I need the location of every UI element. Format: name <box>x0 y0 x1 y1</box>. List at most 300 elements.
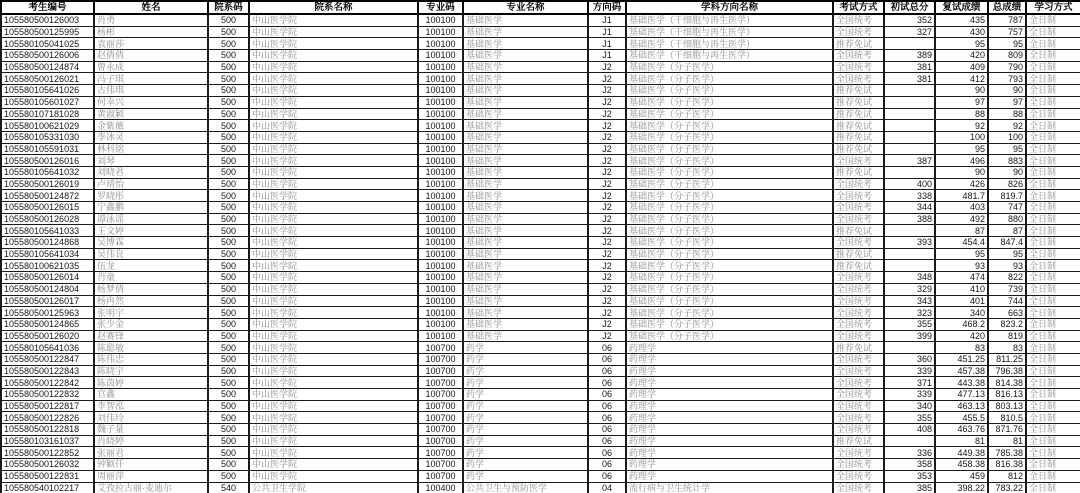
cell-direction-code: J2 <box>588 143 626 155</box>
cell-study-mode: 全日制 <box>1026 365 1080 377</box>
cell-dept-code: 500 <box>208 400 249 412</box>
cell-major-name: 基础医学 <box>463 283 588 295</box>
cell-initial-score: 355 <box>884 318 935 330</box>
cell-dept-name: 中山医学院 <box>249 342 418 354</box>
cell-direction-code: 06 <box>588 353 626 365</box>
cell-initial-score: 400 <box>884 178 935 190</box>
cell-major-name: 基础医学 <box>463 85 588 97</box>
cell-study-mode: 全日制 <box>1026 213 1080 225</box>
cell-direction-code: 06 <box>588 470 626 482</box>
cell-direction-name: 基础医学（分子医学） <box>626 178 833 190</box>
cell-name: 周丽萍 <box>94 470 208 482</box>
cell-candidate-id: 105580540102217 <box>1 482 94 493</box>
cell-exam-type: 全国统考 <box>833 353 884 365</box>
cell-major-name: 基础医学 <box>463 190 588 202</box>
cell-candidate-id: 105580500122847 <box>1 353 94 365</box>
cell-study-mode: 全日制 <box>1026 190 1080 202</box>
table-row <box>1 283 1080 295</box>
cell-name: 李冰灵 <box>94 131 208 143</box>
cell-name: 袁丽莎 <box>94 38 208 50</box>
cell-retest-score: 100 <box>935 131 988 143</box>
cell-direction-code: 04 <box>588 482 626 493</box>
cell-study-mode: 全日制 <box>1026 26 1080 38</box>
cell-exam-type: 推荐免试 <box>833 166 884 178</box>
cell-major-code: 100100 <box>418 260 463 272</box>
cell-exam-type: 全国统考 <box>833 178 884 190</box>
cell-retest-score: 92 <box>935 120 988 132</box>
table-row <box>1 50 1080 62</box>
cell-initial-score: 338 <box>884 190 935 202</box>
cell-direction-code: J2 <box>588 131 626 143</box>
column-header-dept-code: 院系码 <box>208 1 249 14</box>
cell-exam-type: 推荐免试 <box>833 248 884 260</box>
cell-initial-score: 339 <box>884 389 935 401</box>
cell-name: 杨梦倩 <box>94 283 208 295</box>
cell-retest-score: 88 <box>935 108 988 120</box>
cell-major-code: 100700 <box>418 447 463 459</box>
cell-study-mode: 全日制 <box>1026 482 1080 493</box>
cell-major-name: 基础医学 <box>463 237 588 249</box>
cell-retest-score: 97 <box>935 96 988 108</box>
cell-candidate-id: 105580500124804 <box>1 283 94 295</box>
column-header-total-score: 总成绩 <box>988 1 1026 14</box>
cell-dept-code: 500 <box>208 190 249 202</box>
cell-dept-name: 中山医学院 <box>249 400 418 412</box>
cell-direction-code: J2 <box>588 260 626 272</box>
cell-initial-score <box>884 38 935 50</box>
cell-total-score: 810.5 <box>988 412 1026 424</box>
cell-dept-code: 500 <box>208 283 249 295</box>
cell-candidate-id: 105580500126019 <box>1 178 94 190</box>
cell-study-mode: 全日制 <box>1026 248 1080 260</box>
cell-total-score: 823.2 <box>988 318 1026 330</box>
cell-total-score: 883 <box>988 155 1026 167</box>
cell-major-name: 药学 <box>463 424 588 436</box>
cell-direction-name: 药理学 <box>626 400 833 412</box>
cell-major-name: 基础医学 <box>463 330 588 342</box>
table-row <box>1 26 1080 38</box>
table-row <box>1 353 1080 365</box>
cell-retest-score: 95 <box>935 248 988 260</box>
cell-major-code: 100100 <box>418 213 463 225</box>
table-row <box>1 482 1080 493</box>
cell-initial-score: 399 <box>884 330 935 342</box>
cell-total-score: 88 <box>988 108 1026 120</box>
cell-major-name: 基础医学 <box>463 202 588 214</box>
cell-major-name: 基础医学 <box>463 108 588 120</box>
cell-retest-score: 468.2 <box>935 318 988 330</box>
cell-exam-type: 全国统考 <box>833 283 884 295</box>
cell-study-mode: 全日制 <box>1026 435 1080 447</box>
cell-total-score: 880 <box>988 213 1026 225</box>
cell-total-score: 663 <box>988 307 1026 319</box>
cell-total-score: 747 <box>988 202 1026 214</box>
cell-direction-code: J2 <box>588 225 626 237</box>
cell-direction-code: J2 <box>588 61 626 73</box>
cell-candidate-id: 105580500126006 <box>1 50 94 62</box>
cell-candidate-id: 105580500122832 <box>1 389 94 401</box>
header-row <box>1 1 1080 14</box>
cell-study-mode: 全日制 <box>1026 424 1080 436</box>
cell-candidate-id: 105580105641033 <box>1 225 94 237</box>
cell-study-mode: 全日制 <box>1026 377 1080 389</box>
cell-dept-name: 中山医学院 <box>249 272 418 284</box>
cell-study-mode: 全日制 <box>1026 50 1080 62</box>
cell-dept-code: 500 <box>208 412 249 424</box>
cell-total-score: 783.22 <box>988 482 1026 493</box>
cell-retest-score: 420 <box>935 330 988 342</box>
cell-total-score: 95 <box>988 248 1026 260</box>
cell-name: 曾永成 <box>94 61 208 73</box>
cell-exam-type: 全国统考 <box>833 482 884 493</box>
cell-initial-score: 355 <box>884 412 935 424</box>
cell-dept-name: 中山医学院 <box>249 470 418 482</box>
cell-direction-name: 基础医学（分子医学） <box>626 260 833 272</box>
cell-study-mode: 全日制 <box>1026 155 1080 167</box>
cell-candidate-id: 105580500126015 <box>1 202 94 214</box>
cell-retest-score: 83 <box>935 342 988 354</box>
cell-direction-code: J2 <box>588 85 626 97</box>
cell-major-code: 100100 <box>418 120 463 132</box>
cell-initial-score: 353 <box>884 470 935 482</box>
table-row <box>1 237 1080 249</box>
cell-total-score: 847.4 <box>988 237 1026 249</box>
cell-major-name: 药学 <box>463 365 588 377</box>
cell-exam-type: 全国统考 <box>833 237 884 249</box>
cell-name: 吴伟良 <box>94 248 208 260</box>
cell-name: 赵倩倩 <box>94 50 208 62</box>
cell-study-mode: 全日制 <box>1026 295 1080 307</box>
cell-initial-score <box>884 85 935 97</box>
cell-dept-name: 中山医学院 <box>249 424 418 436</box>
cell-direction-name: 基础医学（干细胞与再生医学） <box>626 38 833 50</box>
cell-total-score: 812 <box>988 470 1026 482</box>
cell-study-mode: 全日制 <box>1026 131 1080 143</box>
cell-name: 罗晓彤 <box>94 190 208 202</box>
cell-direction-name: 基础医学（分子医学） <box>626 131 833 143</box>
cell-dept-name: 中山医学院 <box>249 365 418 377</box>
cell-exam-type: 全国统考 <box>833 61 884 73</box>
cell-direction-name: 基础医学（分子医学） <box>626 283 833 295</box>
cell-dept-code: 500 <box>208 225 249 237</box>
cell-direction-name: 基础医学（分子医学） <box>626 213 833 225</box>
cell-exam-type: 全国统考 <box>833 330 884 342</box>
column-header-major-name: 专业名称 <box>463 1 588 14</box>
table-row <box>1 14 1080 26</box>
cell-name: 肖勇 <box>94 14 208 26</box>
cell-dept-name: 中山医学院 <box>249 190 418 202</box>
cell-exam-type: 全国统考 <box>833 389 884 401</box>
cell-candidate-id: 105580105641032 <box>1 166 94 178</box>
cell-dept-name: 中山医学院 <box>249 225 418 237</box>
cell-exam-type: 全国统考 <box>833 190 884 202</box>
cell-total-score: 811.25 <box>988 353 1026 365</box>
cell-name: 伍龙 <box>94 260 208 272</box>
cell-exam-type: 全国统考 <box>833 400 884 412</box>
column-header-dept-name: 院系名称 <box>249 1 418 14</box>
cell-initial-score: 358 <box>884 459 935 471</box>
cell-dept-name: 中山医学院 <box>249 377 418 389</box>
table-row <box>1 178 1080 190</box>
cell-name: 张少金 <box>94 318 208 330</box>
cell-retest-score: 455.5 <box>935 412 988 424</box>
cell-study-mode: 全日制 <box>1026 237 1080 249</box>
cell-total-score: 826 <box>988 178 1026 190</box>
table-row <box>1 120 1080 132</box>
cell-direction-name: 药理学 <box>626 353 833 365</box>
cell-candidate-id: 105580500126032 <box>1 459 94 471</box>
cell-total-score: 822 <box>988 272 1026 284</box>
cell-direction-code: J2 <box>588 307 626 319</box>
cell-major-code: 100100 <box>418 50 463 62</box>
cell-dept-name: 中山医学院 <box>249 307 418 319</box>
cell-exam-type: 推荐免试 <box>833 225 884 237</box>
cell-exam-type: 全国统考 <box>833 295 884 307</box>
cell-direction-name: 基础医学（分子医学） <box>626 330 833 342</box>
cell-retest-score: 463.13 <box>935 400 988 412</box>
cell-exam-type: 全国统考 <box>833 365 884 377</box>
cell-direction-name: 基础医学（分子医学） <box>626 155 833 167</box>
cell-exam-type: 推荐免试 <box>833 131 884 143</box>
cell-dept-code: 500 <box>208 131 249 143</box>
cell-exam-type: 推荐免试 <box>833 85 884 97</box>
cell-initial-score: 336 <box>884 447 935 459</box>
table-row <box>1 435 1080 447</box>
cell-retest-score: 90 <box>935 85 988 97</box>
cell-direction-name: 基础医学（分子医学） <box>626 190 833 202</box>
cell-direction-code: J2 <box>588 237 626 249</box>
table-row <box>1 424 1080 436</box>
table-row <box>1 377 1080 389</box>
cell-retest-score: 401 <box>935 295 988 307</box>
table-row <box>1 155 1080 167</box>
cell-retest-score: 463.76 <box>935 424 988 436</box>
cell-retest-score: 87 <box>935 225 988 237</box>
cell-candidate-id: 105580105041025 <box>1 38 94 50</box>
cell-major-name: 药学 <box>463 435 588 447</box>
cell-study-mode: 全日制 <box>1026 178 1080 190</box>
cell-initial-score <box>884 260 935 272</box>
table-row <box>1 108 1080 120</box>
cell-direction-code: 06 <box>588 389 626 401</box>
table-body <box>1 14 1080 493</box>
cell-major-name: 药学 <box>463 400 588 412</box>
cell-name: 魏子量 <box>94 424 208 436</box>
cell-retest-score: 403 <box>935 202 988 214</box>
cell-exam-type: 全国统考 <box>833 447 884 459</box>
table-row <box>1 447 1080 459</box>
cell-dept-name: 中山医学院 <box>249 155 418 167</box>
cell-dept-name: 中山医学院 <box>249 131 418 143</box>
cell-dept-code: 500 <box>208 272 249 284</box>
cell-study-mode: 全日制 <box>1026 260 1080 272</box>
cell-total-score: 790 <box>988 61 1026 73</box>
cell-exam-type: 全国统考 <box>833 73 884 85</box>
cell-direction-name: 药理学 <box>626 389 833 401</box>
cell-candidate-id: 105580103161037 <box>1 435 94 447</box>
cell-major-code: 100700 <box>418 353 463 365</box>
cell-candidate-id: 105580500122843 <box>1 365 94 377</box>
cell-dept-name: 中山医学院 <box>249 73 418 85</box>
cell-study-mode: 全日制 <box>1026 459 1080 471</box>
cell-major-name: 基础医学 <box>463 120 588 132</box>
cell-retest-score: 93 <box>935 260 988 272</box>
cell-retest-score: 420 <box>935 50 988 62</box>
cell-retest-score: 412 <box>935 73 988 85</box>
cell-name: 赵赛锋 <box>94 330 208 342</box>
cell-direction-name: 基础医学（分子医学） <box>626 307 833 319</box>
cell-dept-name: 中山医学院 <box>249 178 418 190</box>
cell-candidate-id: 105580500125995 <box>1 26 94 38</box>
table-row <box>1 295 1080 307</box>
column-header-retest-score: 复试成绩 <box>935 1 988 14</box>
cell-dept-name: 中山医学院 <box>249 26 418 38</box>
cell-initial-score: 387 <box>884 155 935 167</box>
cell-dept-code: 500 <box>208 85 249 97</box>
cell-total-score: 739 <box>988 283 1026 295</box>
cell-initial-score: 381 <box>884 61 935 73</box>
cell-exam-type: 推荐免试 <box>833 143 884 155</box>
column-header-name: 姓名 <box>94 1 208 14</box>
table-row <box>1 470 1080 482</box>
cell-direction-name: 基础医学（分子医学） <box>626 108 833 120</box>
cell-major-name: 基础医学 <box>463 318 588 330</box>
cell-dept-code: 500 <box>208 26 249 38</box>
cell-exam-type: 推荐免试 <box>833 435 884 447</box>
cell-candidate-id: 105580500122842 <box>1 377 94 389</box>
cell-retest-score: 398.22 <box>935 482 988 493</box>
cell-direction-code: J2 <box>588 248 626 260</box>
cell-study-mode: 全日制 <box>1026 166 1080 178</box>
cell-exam-type: 全国统考 <box>833 155 884 167</box>
cell-major-name: 药学 <box>463 342 588 354</box>
cell-direction-name: 基础医学（分子医学） <box>626 143 833 155</box>
cell-dept-code: 500 <box>208 470 249 482</box>
cell-major-code: 100100 <box>418 272 463 284</box>
cell-dept-code: 500 <box>208 237 249 249</box>
cell-initial-score: 352 <box>884 14 935 26</box>
cell-retest-score: 81 <box>935 435 988 447</box>
cell-direction-code: J2 <box>588 120 626 132</box>
cell-total-score: 93 <box>988 260 1026 272</box>
cell-major-code: 100100 <box>418 248 463 260</box>
cell-candidate-id: 105580107181028 <box>1 108 94 120</box>
cell-direction-code: J2 <box>588 178 626 190</box>
cell-candidate-id: 105580105641036 <box>1 342 94 354</box>
cell-dept-code: 500 <box>208 178 249 190</box>
cell-major-name: 基础医学 <box>463 38 588 50</box>
cell-dept-name: 中山医学院 <box>249 353 418 365</box>
cell-name: 张明宇 <box>94 307 208 319</box>
cell-candidate-id: 105580500124874 <box>1 61 94 73</box>
cell-direction-code: 06 <box>588 400 626 412</box>
cell-candidate-id: 105580105591031 <box>1 143 94 155</box>
cell-exam-type: 推荐免试 <box>833 108 884 120</box>
table-row <box>1 143 1080 155</box>
cell-study-mode: 全日制 <box>1026 318 1080 330</box>
cell-name: 王文婷 <box>94 225 208 237</box>
cell-major-name: 基础医学 <box>463 96 588 108</box>
cell-dept-name: 中山医学院 <box>249 120 418 132</box>
cell-name: 肖童 <box>94 272 208 284</box>
cell-name: 官鑫 <box>94 389 208 401</box>
table-row <box>1 85 1080 97</box>
cell-dept-name: 公共卫生学院 <box>249 482 418 493</box>
cell-initial-score <box>884 96 935 108</box>
cell-name: 钟颖仟 <box>94 459 208 471</box>
cell-direction-name: 基础医学（分子医学） <box>626 73 833 85</box>
cell-direction-code: 06 <box>588 377 626 389</box>
cell-major-code: 100100 <box>418 295 463 307</box>
cell-name: 吴博霖 <box>94 237 208 249</box>
cell-dept-code: 500 <box>208 295 249 307</box>
cell-direction-name: 流行病与卫生统计学 <box>626 482 833 493</box>
cell-major-name: 基础医学 <box>463 213 588 225</box>
cell-major-name: 基础医学 <box>463 155 588 167</box>
cell-dept-code: 500 <box>208 155 249 167</box>
cell-major-code: 100100 <box>418 85 463 97</box>
cell-exam-type: 推荐免试 <box>833 120 884 132</box>
cell-major-name: 药学 <box>463 377 588 389</box>
cell-exam-type: 全国统考 <box>833 307 884 319</box>
cell-major-name: 基础医学 <box>463 248 588 260</box>
cell-direction-name: 药理学 <box>626 377 833 389</box>
cell-total-score: 90 <box>988 85 1026 97</box>
cell-major-code: 100100 <box>418 237 463 249</box>
cell-major-code: 100100 <box>418 26 463 38</box>
cell-direction-code: J1 <box>588 26 626 38</box>
cell-dept-code: 500 <box>208 61 249 73</box>
cell-candidate-id: 105580105331030 <box>1 131 94 143</box>
cell-study-mode: 全日制 <box>1026 353 1080 365</box>
cell-study-mode: 全日制 <box>1026 389 1080 401</box>
cell-exam-type: 全国统考 <box>833 202 884 214</box>
cell-dept-name: 中山医学院 <box>249 295 418 307</box>
cell-exam-type: 全国统考 <box>833 412 884 424</box>
cell-name: 刘晓君 <box>94 166 208 178</box>
cell-dept-code: 500 <box>208 459 249 471</box>
cell-initial-score: 339 <box>884 365 935 377</box>
cell-study-mode: 全日制 <box>1026 73 1080 85</box>
cell-dept-code: 500 <box>208 108 249 120</box>
table-row <box>1 330 1080 342</box>
cell-major-code: 100700 <box>418 342 463 354</box>
cell-major-code: 100700 <box>418 424 463 436</box>
cell-major-name: 药学 <box>463 459 588 471</box>
cell-dept-code: 540 <box>208 482 249 493</box>
cell-dept-code: 500 <box>208 260 249 272</box>
cell-direction-code: J2 <box>588 202 626 214</box>
cell-initial-score: 388 <box>884 213 935 225</box>
cell-direction-name: 基础医学（分子医学） <box>626 237 833 249</box>
cell-initial-score: 389 <box>884 50 935 62</box>
cell-direction-name: 药理学 <box>626 424 833 436</box>
cell-exam-type: 全国统考 <box>833 272 884 284</box>
cell-major-code: 100100 <box>418 318 463 330</box>
cell-total-score: 785.38 <box>988 447 1026 459</box>
cell-major-code: 100100 <box>418 190 463 202</box>
cell-dept-name: 中山医学院 <box>249 435 418 447</box>
cell-direction-code: J2 <box>588 213 626 225</box>
cell-name: 古伟琪 <box>94 85 208 97</box>
cell-candidate-id: 105580500124868 <box>1 237 94 249</box>
cell-dept-code: 500 <box>208 389 249 401</box>
cell-direction-code: J2 <box>588 73 626 85</box>
cell-direction-name: 基础医学（分子医学） <box>626 120 833 132</box>
cell-initial-score: 348 <box>884 272 935 284</box>
cell-dept-name: 中山医学院 <box>249 202 418 214</box>
cell-major-code: 100700 <box>418 459 463 471</box>
